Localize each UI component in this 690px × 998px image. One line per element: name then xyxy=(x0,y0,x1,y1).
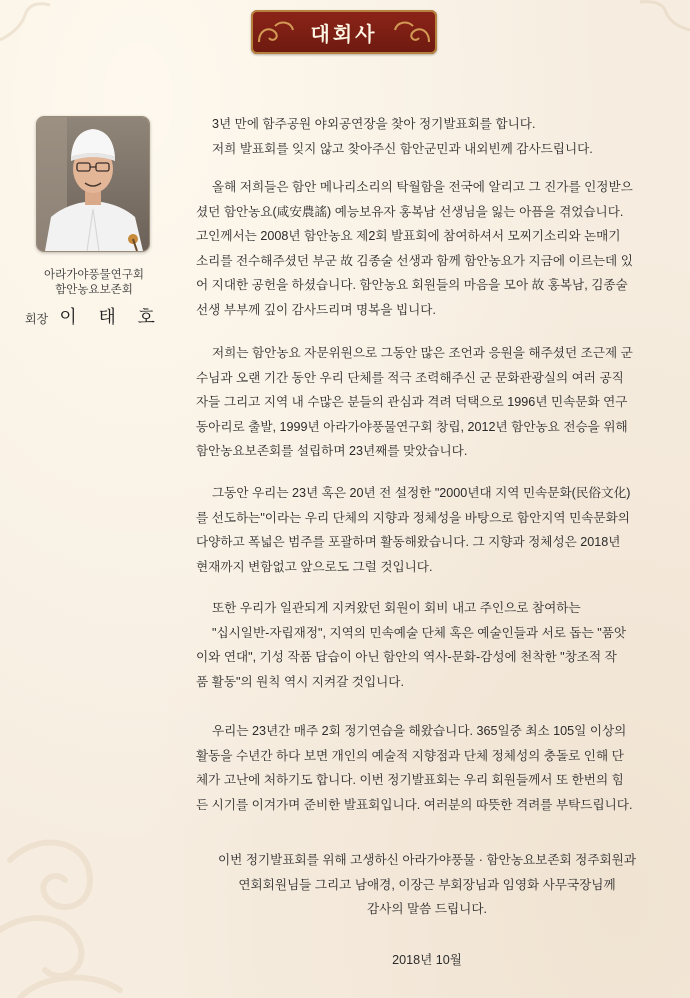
paragraph-line: 고인께서는 2008년 함안농요 제2회 발표회에 참여하셔서 모찌기소리와 논매기 xyxy=(196,229,621,243)
paragraph-line: 저희는 함안농요 자문위원으로 그동안 많은 조언과 응원을 해주셨던 조근제 군 xyxy=(212,346,633,360)
org-name-1: 아라가야풍물연구회 xyxy=(44,269,144,281)
paragraph-line: 품 활동"의 원칙 역시 지켜갈 것입니다. xyxy=(196,674,404,689)
paragraph-line: 또한 우리가 일관되게 지켜왔던 회원이 회비 내고 주인으로 참여하는 xyxy=(212,601,581,615)
paragraph-line: 어 지대한 공헌을 하셨습니다. 함안농요 회원들의 마음을 모아 故 홍복남, 김종술 xyxy=(196,278,628,292)
paragraph-6 xyxy=(196,719,658,817)
paragraph-line: 소리를 전수해주셨던 부군 故 김종술 선생과 함께 함안농요가 지금에 이르는데 있 xyxy=(196,253,633,268)
paragraph-line: 이번 정기발표회를 위해 고생하신 아라가야풍물 · 함안농요보존회 정주회원과 xyxy=(218,853,636,867)
paragraph-line: "십시일반-자립재정", 지역의 민속예술 단체 혹은 예술인들과 서로 돕는 "품앗 xyxy=(212,625,627,640)
swirl-ornament-icon xyxy=(0,800,150,998)
cloud-ornament-icon xyxy=(620,0,690,70)
paragraph-line: 자들 그리고 지역 내 수많은 분들의 관심과 격려 덕택으로 1996년 민속문화 연구 xyxy=(196,395,628,409)
paragraph-line: 우리는 23년간 매주 2회 정기연습을 해왔습니다. 365일중 최소 105일 이상의 xyxy=(212,724,627,738)
paragraph-line: 함안농요보존회를 설립하며 23년째를 맞았습니다. xyxy=(196,444,468,458)
paragraph-line: 든 시기를 이겨가며 준비한 발표회입니다. 여러분의 따뜻한 격려를 부탁드립니다. xyxy=(196,797,633,812)
president-name-row xyxy=(10,303,178,329)
paragraph-line: 현재까지 변함없고 앞으로도 그럴 것입니다. xyxy=(196,559,433,574)
paragraph-line: 를 선도하는"이라는 우리 단체의 지향과 정체성을 바탕으로 함안지역 민속문화의 xyxy=(196,510,630,525)
paragraph-line: 활동을 수년간 하다 보면 개인의 예술적 지향점과 단체 정체성의 충돌로 인해 단 xyxy=(196,748,624,763)
paragraph-2 xyxy=(196,175,658,322)
paragraph-line: 동아리로 출발, 1999년 아라가야풍물연구회 창립, 2012년 함안농요 전승을 위해 xyxy=(196,419,628,434)
president-name: 이 태 호 xyxy=(59,307,163,328)
paragraph-line: 감사의 말씀 드립니다. xyxy=(367,902,487,916)
paragraph-line: 저희 발표회를 잊지 않고 찾아주신 함안군민과 내외빈께 감사드립니다. xyxy=(212,141,593,156)
paragraph-5 xyxy=(196,596,658,694)
paragraph-line: 선생 부부께 깊이 감사드리며 명복을 빕니다. xyxy=(196,302,436,317)
paragraph-line: 셨던 함안농요(咸安農謠) 예능보유자 홍복남 선생님을 잃는 아픔을 겪었습니다. xyxy=(196,204,624,219)
cloud-ornament-icon xyxy=(0,0,60,60)
paragraph-7 xyxy=(196,848,658,922)
paragraph-line: 올해 저희들은 함안 메나리소리의 탁월함을 전국에 알리고 그 진가를 인정받으 xyxy=(212,180,633,194)
org-name-2: 함안농요보존회 xyxy=(55,284,133,296)
cloud-ornament-icon xyxy=(255,16,299,48)
paragraph-line: 3년 만에 함주공원 야외공연장을 찾아 정기발표회를 합니다. xyxy=(212,117,536,131)
paragraph-3 xyxy=(196,341,658,464)
cloud-ornament-icon xyxy=(389,16,433,48)
paragraph-line: 다양하고 폭넓은 범주를 포괄하며 활동해왔습니다. 그 지향과 정체성은 2018년 xyxy=(196,535,621,549)
paragraph-line: 그동안 우리는 23년 혹은 20년 전 설정한 "2000년대 지역 민속문화(民俗文化) xyxy=(212,486,631,500)
page-title: 대회사 xyxy=(310,21,378,46)
title-banner xyxy=(251,10,437,54)
paragraph-1 xyxy=(196,112,658,161)
date-line: 2018년 10월 xyxy=(392,953,462,967)
paragraph-line: 체가 고난에 처하기도 합니다. 이번 정기발표회는 우리 회원들께서 또 한번의 힘 xyxy=(196,773,624,787)
paragraph-4 xyxy=(196,481,658,579)
paragraph-line: 이와 연대", 기성 작품 답습이 아닌 함안의 역사-문화-감성에 천착한 "창조적 작 xyxy=(196,650,617,664)
president-photo xyxy=(36,116,150,252)
paragraph-line: 수님과 오랜 기간 동안 우리 단체를 적극 조력해주신 군 문화관광실의 여러 공직 xyxy=(196,370,624,385)
paragraph-line: 연회회원님들 그리고 남애경, 이장근 부회장님과 임영화 사무국장님께 xyxy=(238,877,616,892)
role-label: 회장 xyxy=(25,312,49,326)
